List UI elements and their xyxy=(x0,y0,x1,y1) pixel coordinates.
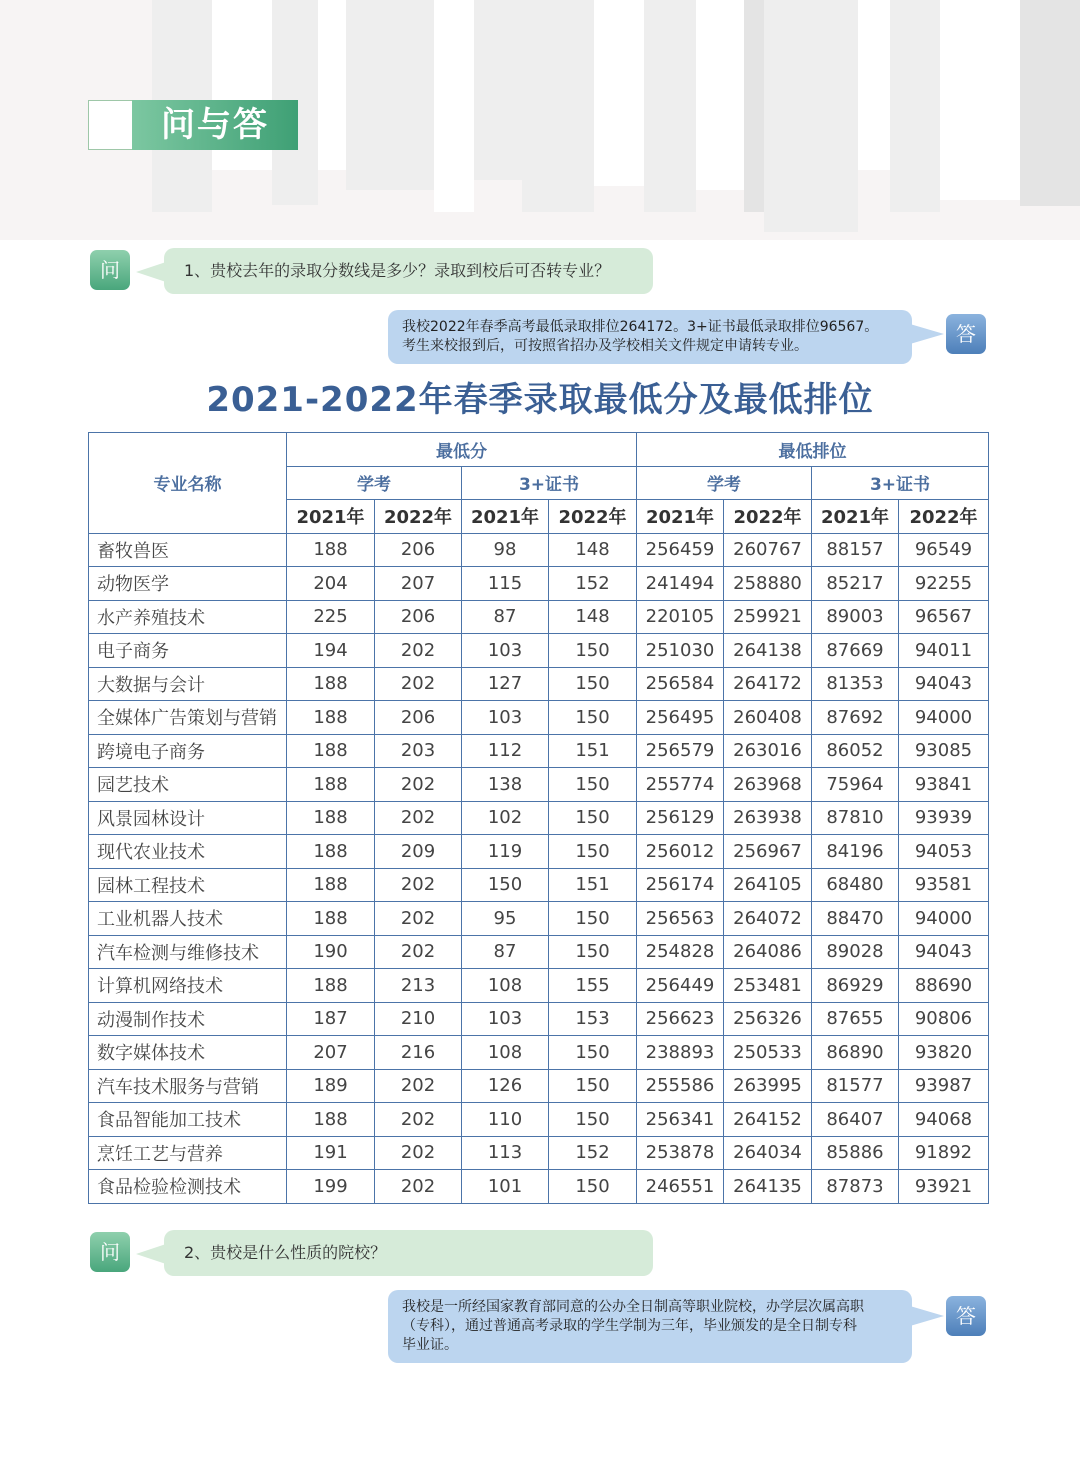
value-cell: 151 xyxy=(549,868,637,902)
value-cell: 94000 xyxy=(899,701,989,735)
value-cell: 203 xyxy=(375,734,462,768)
decor-bar xyxy=(890,0,940,212)
table-row xyxy=(89,1170,989,1204)
value-cell: 256623 xyxy=(637,1002,724,1036)
value-cell: 87 xyxy=(462,935,549,969)
value-cell: 108 xyxy=(462,969,549,1003)
section-title: 问与答 xyxy=(132,100,298,150)
value-cell: 188 xyxy=(287,801,375,835)
value-cell: 256967 xyxy=(724,835,812,869)
value-cell: 264172 xyxy=(724,667,812,701)
answer-line: 毕业证。 xyxy=(402,1337,458,1353)
table-row xyxy=(89,835,989,869)
value-cell: 190 xyxy=(287,935,375,969)
value-cell: 127 xyxy=(462,667,549,701)
value-cell: 148 xyxy=(549,600,637,634)
header-rank-cert: 3+证书 xyxy=(812,466,989,500)
value-cell: 202 xyxy=(375,902,462,936)
value-cell: 89028 xyxy=(812,935,899,969)
header-score-cert: 3+证书 xyxy=(462,466,637,500)
table-row xyxy=(89,667,989,701)
value-cell: 251030 xyxy=(637,634,724,668)
value-cell: 89003 xyxy=(812,600,899,634)
value-cell: 93921 xyxy=(899,1170,989,1204)
value-cell: 188 xyxy=(287,667,375,701)
value-cell: 86407 xyxy=(812,1103,899,1137)
decor-bar xyxy=(940,0,1020,200)
value-cell: 108 xyxy=(462,1036,549,1070)
table-body xyxy=(89,533,989,1203)
value-cell: 256129 xyxy=(637,801,724,835)
value-cell: 204 xyxy=(287,567,375,601)
header-year: 2021年 xyxy=(462,500,549,534)
major-name-cell: 现代农业技术 xyxy=(89,835,287,869)
value-cell: 150 xyxy=(549,667,637,701)
value-cell: 187 xyxy=(287,1002,375,1036)
value-cell: 256341 xyxy=(637,1103,724,1137)
major-name-cell: 食品检验检测技术 xyxy=(89,1170,287,1204)
value-cell: 81577 xyxy=(812,1069,899,1103)
question-icon: 问 xyxy=(90,250,130,290)
value-cell: 155 xyxy=(549,969,637,1003)
value-cell: 150 xyxy=(462,868,549,902)
value-cell: 75964 xyxy=(812,768,899,802)
value-cell: 138 xyxy=(462,768,549,802)
value-cell: 150 xyxy=(549,1069,637,1103)
table-row xyxy=(89,533,989,567)
decor-bar xyxy=(696,0,744,190)
value-cell: 87873 xyxy=(812,1170,899,1204)
value-cell: 126 xyxy=(462,1069,549,1103)
value-cell: 188 xyxy=(287,868,375,902)
value-cell: 152 xyxy=(549,1136,637,1170)
value-cell: 259921 xyxy=(724,600,812,634)
answer-line: 我校2022年春季高考最低录取排位264172。3+证书最低录取排位96567。 xyxy=(402,319,879,335)
value-cell: 256449 xyxy=(637,969,724,1003)
decor-bar xyxy=(858,0,890,170)
value-cell: 258880 xyxy=(724,567,812,601)
header-year: 2022年 xyxy=(724,500,812,534)
value-cell: 113 xyxy=(462,1136,549,1170)
value-cell: 93581 xyxy=(899,868,989,902)
value-cell: 253481 xyxy=(724,969,812,1003)
header-year: 2021年 xyxy=(637,500,724,534)
header-year: 2022年 xyxy=(549,500,637,534)
value-cell: 191 xyxy=(287,1136,375,1170)
major-name-cell: 水产养殖技术 xyxy=(89,600,287,634)
value-cell: 255586 xyxy=(637,1069,724,1103)
value-cell: 202 xyxy=(375,868,462,902)
header-rank-xuekao: 学考 xyxy=(637,466,812,500)
value-cell: 260408 xyxy=(724,701,812,735)
decor-bar xyxy=(474,0,522,180)
header-year: 2022年 xyxy=(375,500,462,534)
value-cell: 188 xyxy=(287,835,375,869)
value-cell: 209 xyxy=(375,835,462,869)
value-cell: 150 xyxy=(549,1103,637,1137)
value-cell: 81353 xyxy=(812,667,899,701)
answer-line: （专科），通过普通高考录取的学生学制为三年，毕业颁发的是全日制专科 xyxy=(402,1318,857,1334)
major-name-cell: 工业机器人技术 xyxy=(89,902,287,936)
value-cell: 94043 xyxy=(899,667,989,701)
section-header xyxy=(88,100,298,150)
value-cell: 263968 xyxy=(724,768,812,802)
header-min-score: 最低分 xyxy=(287,433,637,467)
table-row xyxy=(89,634,989,668)
header-min-rank: 最低排位 xyxy=(637,433,989,467)
value-cell: 206 xyxy=(375,600,462,634)
value-cell: 188 xyxy=(287,701,375,735)
table-row xyxy=(89,734,989,768)
value-cell: 102 xyxy=(462,801,549,835)
answer-line: 我校是一所经国家教育部同意的公办全日制高等职业院校，办学层次属高职 xyxy=(402,1299,864,1315)
major-name-cell: 汽车技术服务与营销 xyxy=(89,1069,287,1103)
value-cell: 86052 xyxy=(812,734,899,768)
value-cell: 253878 xyxy=(637,1136,724,1170)
value-cell: 216 xyxy=(375,1036,462,1070)
value-cell: 202 xyxy=(375,1103,462,1137)
major-name-cell: 园艺技术 xyxy=(89,768,287,802)
value-cell: 263995 xyxy=(724,1069,812,1103)
admission-score-table xyxy=(88,432,989,1204)
answer-bubble-2 xyxy=(388,1290,912,1363)
value-cell: 91892 xyxy=(899,1136,989,1170)
value-cell: 150 xyxy=(549,1170,637,1204)
value-cell: 87655 xyxy=(812,1002,899,1036)
value-cell: 188 xyxy=(287,1103,375,1137)
value-cell: 150 xyxy=(549,902,637,936)
value-cell: 93820 xyxy=(899,1036,989,1070)
question-bubble-tail xyxy=(136,262,166,282)
value-cell: 94043 xyxy=(899,935,989,969)
value-cell: 84196 xyxy=(812,835,899,869)
value-cell: 85886 xyxy=(812,1136,899,1170)
value-cell: 189 xyxy=(287,1069,375,1103)
value-cell: 188 xyxy=(287,768,375,802)
decor-bar xyxy=(346,0,434,190)
value-cell: 103 xyxy=(462,634,549,668)
header-year: 2021年 xyxy=(812,500,899,534)
value-cell: 96549 xyxy=(899,533,989,567)
value-cell: 256326 xyxy=(724,1002,812,1036)
value-cell: 213 xyxy=(375,969,462,1003)
table-row xyxy=(89,567,989,601)
value-cell: 101 xyxy=(462,1170,549,1204)
value-cell: 188 xyxy=(287,734,375,768)
value-cell: 115 xyxy=(462,567,549,601)
answer-icon: 答 xyxy=(946,314,986,354)
table-row xyxy=(89,701,989,735)
value-cell: 88470 xyxy=(812,902,899,936)
value-cell: 260767 xyxy=(724,533,812,567)
value-cell: 263938 xyxy=(724,801,812,835)
value-cell: 202 xyxy=(375,634,462,668)
value-cell: 150 xyxy=(549,1036,637,1070)
major-name-cell: 汽车检测与维修技术 xyxy=(89,935,287,969)
value-cell: 94011 xyxy=(899,634,989,668)
major-name-cell: 畜牧兽医 xyxy=(89,533,287,567)
major-name-cell: 烹饪工艺与营养 xyxy=(89,1136,287,1170)
major-name-cell: 数字媒体技术 xyxy=(89,1036,287,1070)
value-cell: 110 xyxy=(462,1103,549,1137)
value-cell: 194 xyxy=(287,634,375,668)
value-cell: 246551 xyxy=(637,1170,724,1204)
value-cell: 85217 xyxy=(812,567,899,601)
major-name-cell: 电子商务 xyxy=(89,634,287,668)
value-cell: 87669 xyxy=(812,634,899,668)
value-cell: 199 xyxy=(287,1170,375,1204)
value-cell: 264034 xyxy=(724,1136,812,1170)
value-cell: 202 xyxy=(375,935,462,969)
value-cell: 103 xyxy=(462,1002,549,1036)
value-cell: 263016 xyxy=(724,734,812,768)
value-cell: 256584 xyxy=(637,667,724,701)
value-cell: 264072 xyxy=(724,902,812,936)
value-cell: 150 xyxy=(549,634,637,668)
value-cell: 256174 xyxy=(637,868,724,902)
value-cell: 94068 xyxy=(899,1103,989,1137)
value-cell: 250533 xyxy=(724,1036,812,1070)
decor-bar xyxy=(434,0,474,212)
value-cell: 206 xyxy=(375,533,462,567)
value-cell: 255774 xyxy=(637,768,724,802)
value-cell: 93939 xyxy=(899,801,989,835)
value-cell: 207 xyxy=(375,567,462,601)
value-cell: 153 xyxy=(549,1002,637,1036)
answer-line: 考生来校报到后，可按照省招办及学校相关文件规定申请转专业。 xyxy=(402,338,808,354)
value-cell: 264086 xyxy=(724,935,812,969)
value-cell: 150 xyxy=(549,935,637,969)
value-cell: 207 xyxy=(287,1036,375,1070)
value-cell: 112 xyxy=(462,734,549,768)
value-cell: 148 xyxy=(549,533,637,567)
value-cell: 256012 xyxy=(637,835,724,869)
value-cell: 93841 xyxy=(899,768,989,802)
value-cell: 98 xyxy=(462,533,549,567)
value-cell: 87692 xyxy=(812,701,899,735)
value-cell: 150 xyxy=(549,701,637,735)
value-cell: 90806 xyxy=(899,1002,989,1036)
value-cell: 93085 xyxy=(899,734,989,768)
value-cell: 188 xyxy=(287,533,375,567)
value-cell: 119 xyxy=(462,835,549,869)
header-year: 2022年 xyxy=(899,500,989,534)
value-cell: 264138 xyxy=(724,634,812,668)
header-year: 2021年 xyxy=(287,500,375,534)
value-cell: 92255 xyxy=(899,567,989,601)
value-cell: 264152 xyxy=(724,1103,812,1137)
decor-bar xyxy=(1020,0,1080,206)
value-cell: 264135 xyxy=(724,1170,812,1204)
table-row xyxy=(89,1036,989,1070)
value-cell: 256495 xyxy=(637,701,724,735)
value-cell: 96567 xyxy=(899,600,989,634)
answer-bubble-1 xyxy=(388,310,912,364)
value-cell: 202 xyxy=(375,801,462,835)
major-name-cell: 食品智能加工技术 xyxy=(89,1103,287,1137)
value-cell: 254828 xyxy=(637,935,724,969)
table-row xyxy=(89,1002,989,1036)
table-row xyxy=(89,600,989,634)
value-cell: 202 xyxy=(375,1069,462,1103)
table-row xyxy=(89,801,989,835)
decor-bar xyxy=(764,0,858,232)
value-cell: 88157 xyxy=(812,533,899,567)
value-cell: 86890 xyxy=(812,1036,899,1070)
major-name-cell: 园林工程技术 xyxy=(89,868,287,902)
value-cell: 202 xyxy=(375,1136,462,1170)
major-name-cell: 大数据与会计 xyxy=(89,667,287,701)
value-cell: 225 xyxy=(287,600,375,634)
major-name-cell: 全媒体广告策划与营销 xyxy=(89,701,287,735)
answer-bubble-tail xyxy=(910,324,944,344)
major-name-cell: 计算机网络技术 xyxy=(89,969,287,1003)
table-title: 2021-2022年春季录取最低分及最低排位 xyxy=(206,380,874,420)
decor-bar xyxy=(318,0,346,170)
question-bubble-tail xyxy=(136,1244,166,1264)
value-cell: 68480 xyxy=(812,868,899,902)
major-name-cell: 动物医学 xyxy=(89,567,287,601)
question-bubble-1: 1、贵校去年的录取分数线是多少？录取到校后可否转专业？ xyxy=(164,248,653,294)
header-major-name: 专业名称 xyxy=(89,433,287,534)
value-cell: 87810 xyxy=(812,801,899,835)
value-cell: 87 xyxy=(462,600,549,634)
decor-bar xyxy=(522,0,594,212)
value-cell: 202 xyxy=(375,667,462,701)
value-cell: 151 xyxy=(549,734,637,768)
decor-bar xyxy=(644,0,696,212)
value-cell: 256579 xyxy=(637,734,724,768)
major-name-cell: 跨境电子商务 xyxy=(89,734,287,768)
table-row xyxy=(89,935,989,969)
major-name-cell: 风景园林设计 xyxy=(89,801,287,835)
value-cell: 95 xyxy=(462,902,549,936)
table-row xyxy=(89,969,989,1003)
table-row xyxy=(89,1069,989,1103)
value-cell: 93987 xyxy=(899,1069,989,1103)
value-cell: 238893 xyxy=(637,1036,724,1070)
value-cell: 206 xyxy=(375,701,462,735)
value-cell: 150 xyxy=(549,835,637,869)
value-cell: 150 xyxy=(549,801,637,835)
value-cell: 264105 xyxy=(724,868,812,902)
value-cell: 256459 xyxy=(637,533,724,567)
value-cell: 150 xyxy=(549,768,637,802)
value-cell: 94053 xyxy=(899,835,989,869)
value-cell: 86929 xyxy=(812,969,899,1003)
value-cell: 88690 xyxy=(899,969,989,1003)
header-score-xuekao: 学考 xyxy=(287,466,462,500)
value-cell: 94000 xyxy=(899,902,989,936)
header-accent-box xyxy=(88,100,134,150)
decor-bar xyxy=(744,0,764,212)
answer-icon: 答 xyxy=(946,1296,986,1336)
table-row xyxy=(89,868,989,902)
value-cell: 103 xyxy=(462,701,549,735)
table-row xyxy=(89,768,989,802)
value-cell: 241494 xyxy=(637,567,724,601)
value-cell: 152 xyxy=(549,567,637,601)
major-name-cell: 动漫制作技术 xyxy=(89,1002,287,1036)
decor-bar xyxy=(594,0,644,186)
question-icon: 问 xyxy=(90,1232,130,1272)
answer-bubble-tail xyxy=(910,1306,944,1326)
table-row xyxy=(89,1136,989,1170)
table-row xyxy=(89,1103,989,1137)
table-row xyxy=(89,902,989,936)
value-cell: 210 xyxy=(375,1002,462,1036)
value-cell: 202 xyxy=(375,768,462,802)
question-bubble-2: 2、贵校是什么性质的院校？ xyxy=(164,1230,653,1276)
value-cell: 188 xyxy=(287,902,375,936)
value-cell: 188 xyxy=(287,969,375,1003)
value-cell: 202 xyxy=(375,1170,462,1204)
value-cell: 256563 xyxy=(637,902,724,936)
value-cell: 220105 xyxy=(637,600,724,634)
